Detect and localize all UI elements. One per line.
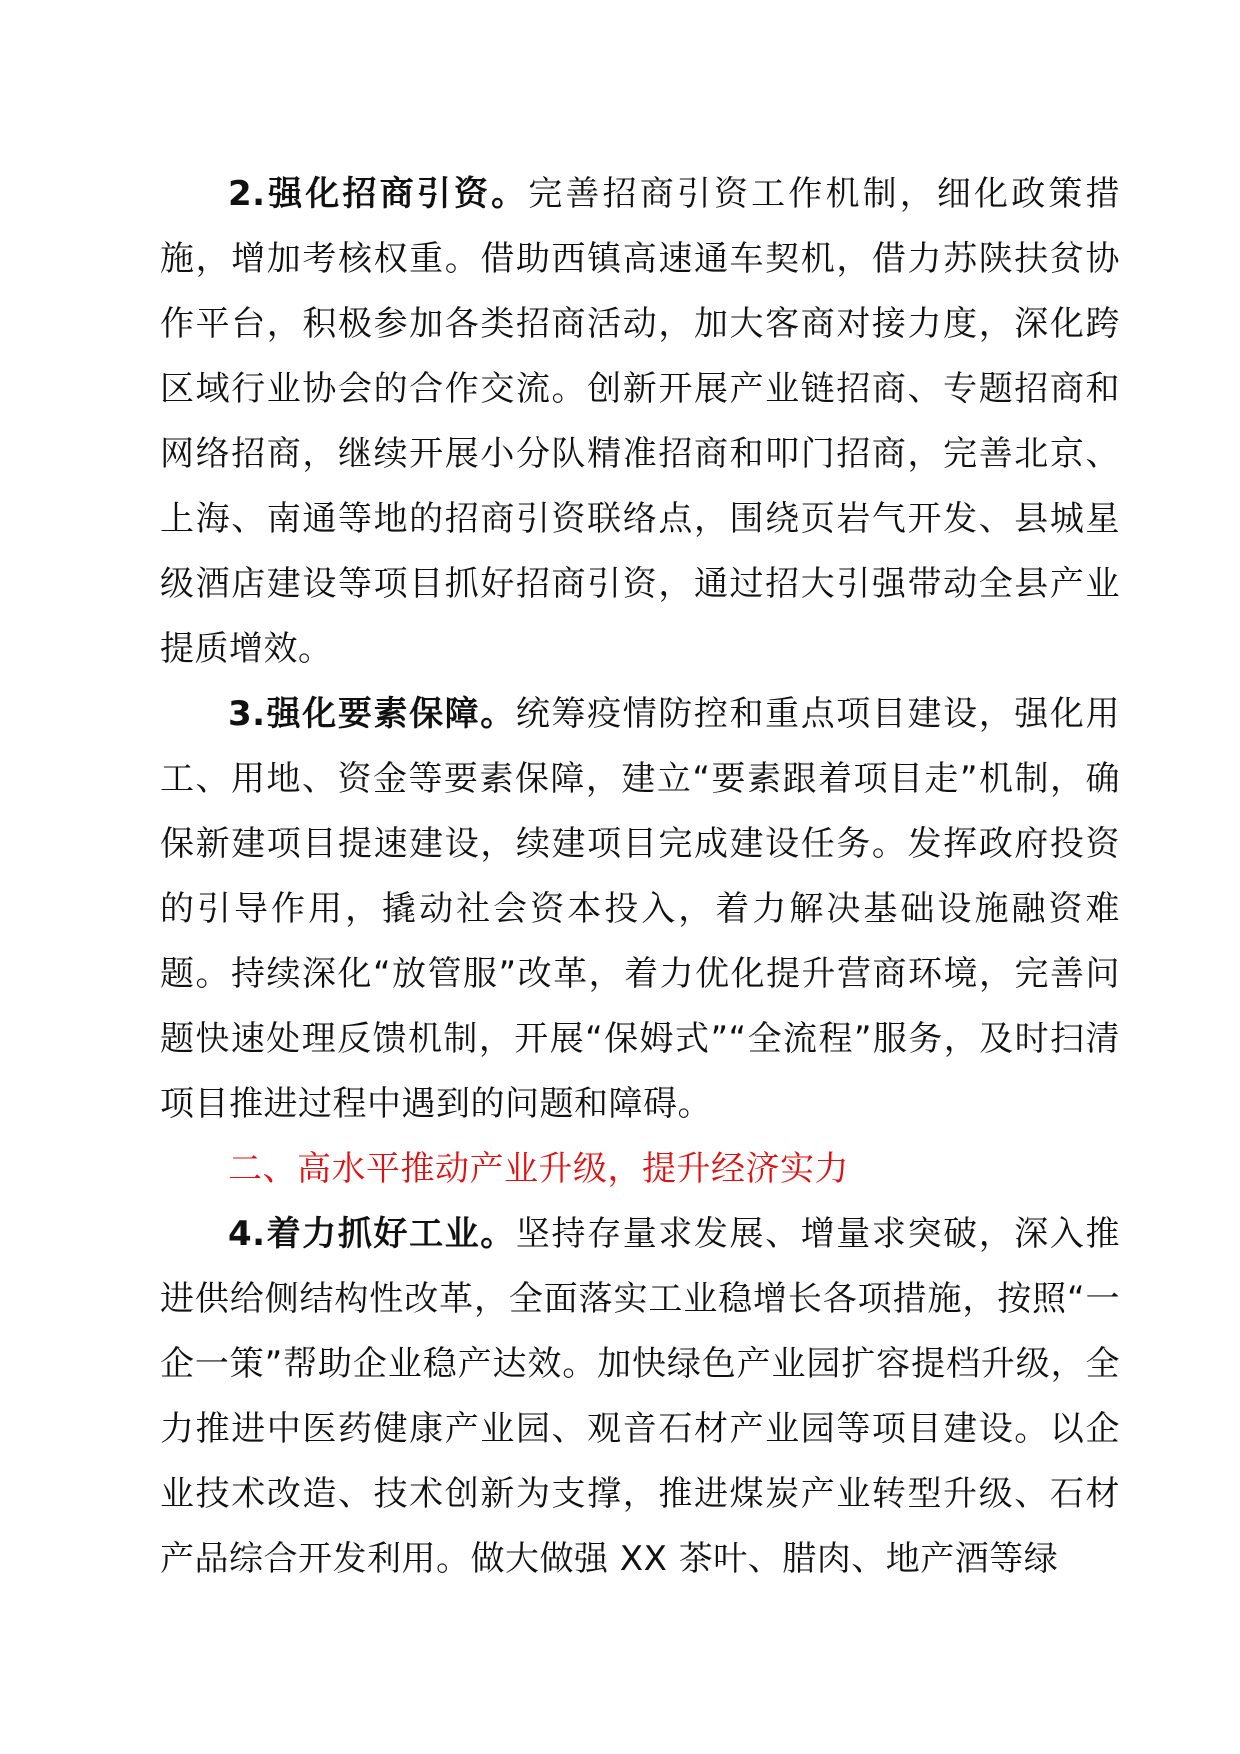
paragraph-lead: 4.着力抓好工业。 xyxy=(228,1214,516,1254)
section-heading: 二、高水平推动产业升级，提升经济实力 xyxy=(228,1149,849,1189)
paragraph-body: 坚持存量求发展、增量求突破，深入推进供给侧结构性改革，全面落实工业稳增长各项措施，按照“一企一策”帮助企业稳产达效。加快绿色产业园扩容提档升级，全力推进中医药健康产业园、观音石材产业园等项目建设。以企业技术改造、技术创新为支撑，推进煤炭产业转型升级、石材产品综合开发利用。做大做强 XX 茶叶、腊肉、地产酒等绿 xyxy=(160,1214,1121,1579)
paragraph-lead: 2.强化招商引资。 xyxy=(228,174,529,214)
paragraph-item-4 xyxy=(160,1202,1120,1592)
paragraph-item-3 xyxy=(160,682,1120,1137)
paragraph-body: 完善招商引资工作机制，细化政策措施，增加考核权重。借助西镇高速通车契机，借力苏陕扶贫协作平台，积极参加各类招商活动，加大客商对接力度，深化跨区域行业协会的合作交流。创新开展产业链招商、专题招商和网络招商，继续开展小分队精准招商和叩门招商，完善北京、上海、南通等地的招商引资联络点，围绕页岩气开发、县城星级酒店建设等项目抓好招商引资，通过招大引强带动全县产业提质增效。 xyxy=(160,174,1120,669)
document-body xyxy=(160,162,1120,1592)
paragraph-item-2 xyxy=(160,162,1120,682)
paragraph-lead: 3.强化要素保障。 xyxy=(228,694,516,734)
paragraph-body: 统筹疫情防控和重点项目建设，强化用工、用地、资金等要素保障，建立“要素跟着项目走”机制，确保新建项目提速建设，续建项目完成建设任务。发挥政府投资的引导作用，撬动社会资本投入，着力解决基础设施融资难题。持续深化“放管服”改革，着力优化提升营商环境，完善问题快速处理反馈机制，开展“保姆式”“全流程”服务，及时扫清项目推进过程中遇到的问题和障碍。 xyxy=(160,694,1121,1124)
